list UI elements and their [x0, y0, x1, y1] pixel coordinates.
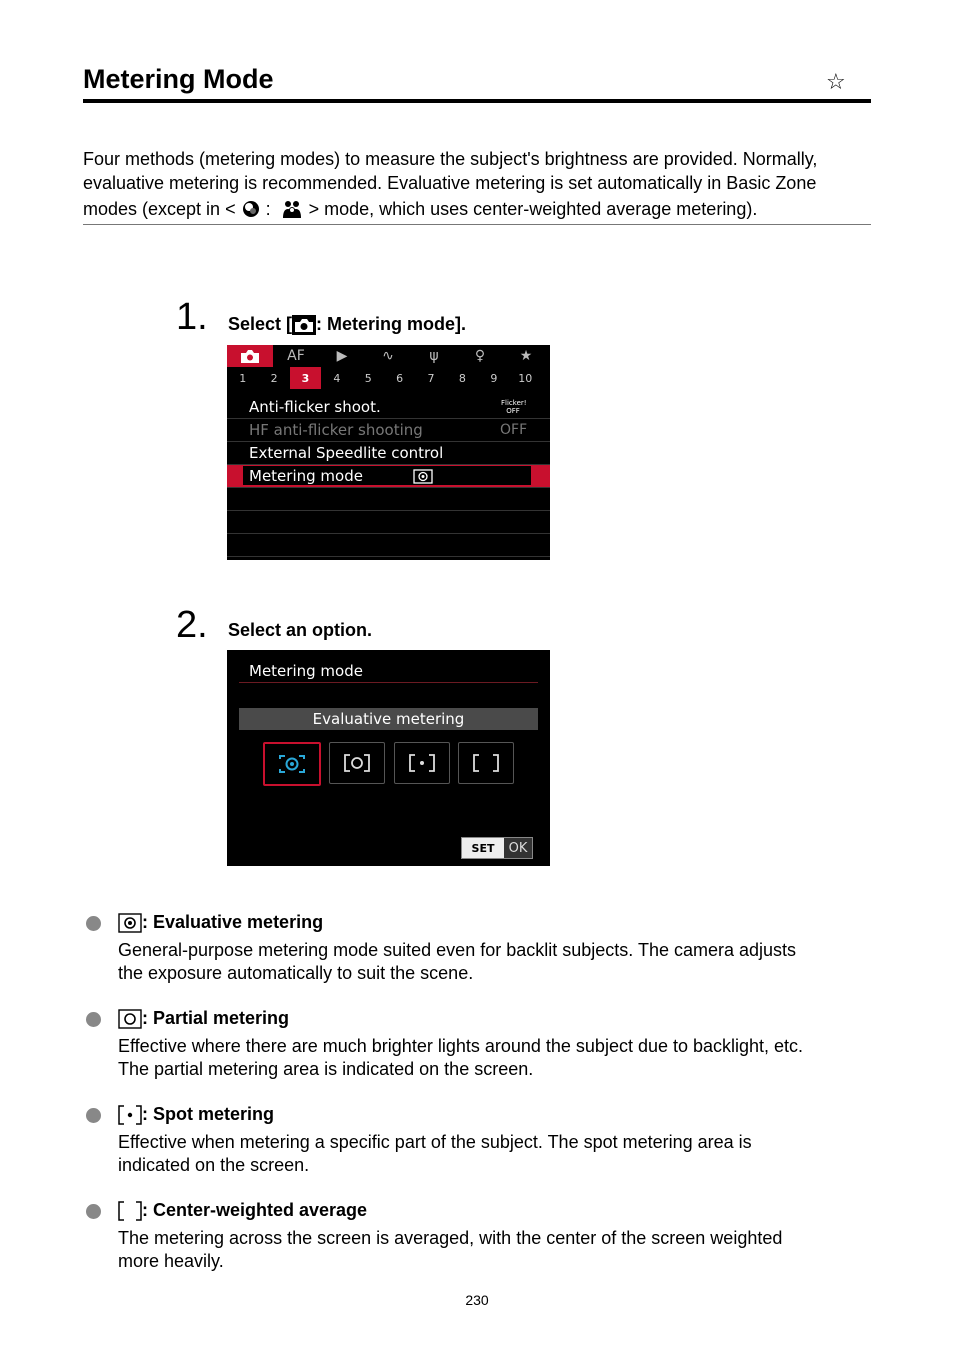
partial-metering-icon — [118, 1009, 142, 1029]
page-title: Metering Mode — [83, 64, 274, 94]
flicker-off-icon: Flicker! OFF — [501, 399, 527, 415]
star-icon: ☆ — [826, 70, 846, 95]
intro-line-1: Four methods (metering modes) to measure the subject's brightness are provided. Normally, — [83, 149, 818, 169]
step-1-instruction — [228, 314, 466, 335]
mode-item-description — [118, 1227, 878, 1273]
desc-line: Effective where there are much brighter lights around the subject due to backlight, etc. — [118, 1036, 804, 1056]
mode-title-text: : Evaluative metering — [142, 912, 324, 932]
bullet — [86, 1204, 101, 1219]
mode-item-title — [118, 1104, 274, 1125]
selected-mode-label: Evaluative metering — [239, 708, 538, 730]
evaluative-metering-icon — [278, 754, 306, 774]
partial-metering-icon — [343, 753, 371, 773]
mode-item-description — [118, 1035, 878, 1081]
camera-menu-screen — [227, 345, 550, 560]
camera-icon — [240, 348, 260, 364]
mode-title-text: : Partial metering — [142, 1008, 290, 1028]
intro-line-2: evaluative metering is recommended. Evaluative metering is set automatically in Basic Zone — [83, 173, 817, 193]
subtab-8[interactable]: 8 — [458, 371, 466, 385]
menu-row-label: External Speedlite control — [249, 444, 444, 462]
page-number: 230 — [465, 1292, 489, 1308]
desc-line: The partial metering area is indicated on the screen. — [118, 1059, 534, 1079]
step-1-number: 1. — [176, 296, 208, 338]
menu-row-empty — [227, 511, 550, 534]
mode-item-title — [118, 1200, 367, 1221]
set-label: SET — [462, 838, 504, 858]
metering-mode-screen — [227, 650, 550, 866]
intro-divider — [83, 224, 871, 225]
tab-wireless[interactable]: ∿ — [382, 348, 394, 364]
screen-title: Metering mode — [249, 662, 363, 680]
subtab-4[interactable]: 4 — [333, 371, 341, 385]
tab-shooting[interactable] — [227, 345, 273, 367]
camera-tab-icon — [292, 315, 316, 335]
tab-my-menu[interactable]: ★ — [519, 348, 533, 364]
subtab-9[interactable]: 9 — [490, 371, 498, 385]
menu-row-hf-anti-flicker[interactable] — [227, 419, 550, 442]
step-2-number: 2. — [176, 604, 208, 646]
mode-item-title — [118, 1008, 289, 1029]
intro-paragraph — [83, 147, 883, 221]
subtab-1[interactable]: 1 — [239, 371, 247, 385]
intro-line-3 — [83, 197, 883, 221]
menu-row-metering-mode[interactable] — [227, 465, 550, 488]
desc-line: the exposure automatically to suit the scene. — [118, 963, 474, 983]
subtab-6[interactable]: 6 — [396, 371, 404, 385]
menu-row-speedlite[interactable] — [227, 442, 550, 465]
menu-row-label: Metering mode — [249, 467, 363, 485]
menu-row-label: HF anti-flicker shooting — [249, 421, 423, 439]
title-divider — [83, 99, 871, 103]
mode-item-title — [118, 912, 323, 933]
center-weighted-icon — [118, 1201, 142, 1221]
subtab-7[interactable]: 7 — [427, 371, 435, 385]
menu-row-label: Anti-flicker shoot. — [249, 398, 381, 416]
mode-title-text: : Spot metering — [142, 1104, 275, 1124]
subtab-10[interactable]: 10 — [518, 371, 533, 385]
desc-line: General-purpose metering mode suited even for backlit subjects. The camera adjusts — [118, 940, 797, 960]
bullet — [86, 1108, 101, 1123]
spot-metering-icon — [408, 753, 436, 773]
bullet — [86, 916, 101, 931]
mode-item-description — [118, 1131, 878, 1177]
step-1-text-start: Select [ — [228, 314, 293, 334]
ok-label: OK — [504, 838, 532, 858]
intro-line-3-end: > mode, which uses center-weighted average metering). — [308, 199, 758, 219]
menu-row-empty — [227, 488, 550, 511]
menu-row-anti-flicker[interactable] — [227, 396, 550, 419]
evaluative-metering-icon — [413, 469, 433, 484]
tab-setup[interactable]: ψ — [429, 348, 439, 364]
center-weighted-icon — [472, 753, 500, 773]
bullet — [86, 1012, 101, 1027]
evaluative-metering-icon — [118, 913, 142, 933]
menu-row-empty — [227, 534, 550, 557]
intro-line-3-start: modes (except in < — [83, 199, 236, 219]
group-photo-icon — [281, 198, 303, 220]
desc-line: The metering across the screen is averaged, with the center of the screen weighted — [118, 1228, 783, 1248]
special-scene-mode-icon — [242, 200, 260, 218]
spot-metering-option[interactable] — [394, 742, 450, 784]
evaluative-metering-option[interactable] — [263, 742, 321, 786]
subtab-5[interactable]: 5 — [364, 371, 372, 385]
screen-title-divider — [239, 682, 538, 683]
menu-tabs — [227, 345, 550, 367]
subtab-2[interactable]: 2 — [270, 371, 278, 385]
tab-af[interactable]: AF — [287, 348, 305, 364]
center-weighted-option[interactable] — [458, 742, 514, 784]
tab-playback[interactable]: ▶ — [336, 348, 348, 364]
menu-subtabs — [227, 367, 550, 389]
step-1-text-end: : Metering mode]. — [316, 314, 467, 334]
step-2-instruction: Select an option. — [228, 620, 373, 640]
intro-line-3-separator: : — [265, 199, 271, 219]
tab-custom-functions[interactable]: ♀ — [474, 348, 486, 364]
mode-item-description — [118, 939, 878, 985]
mode-title-text: : Center-weighted average — [142, 1200, 368, 1220]
subtab-3[interactable]: 3 — [290, 367, 321, 389]
menu-row-value: OFF — [500, 422, 528, 438]
desc-line: Effective when metering a specific part of the subject. The spot metering area is — [118, 1132, 752, 1152]
desc-line: more heavily. — [118, 1251, 224, 1271]
desc-line: indicated on the screen. — [118, 1155, 310, 1175]
partial-metering-option[interactable] — [329, 742, 385, 784]
spot-metering-icon — [118, 1105, 142, 1125]
set-ok-button[interactable] — [461, 837, 533, 859]
